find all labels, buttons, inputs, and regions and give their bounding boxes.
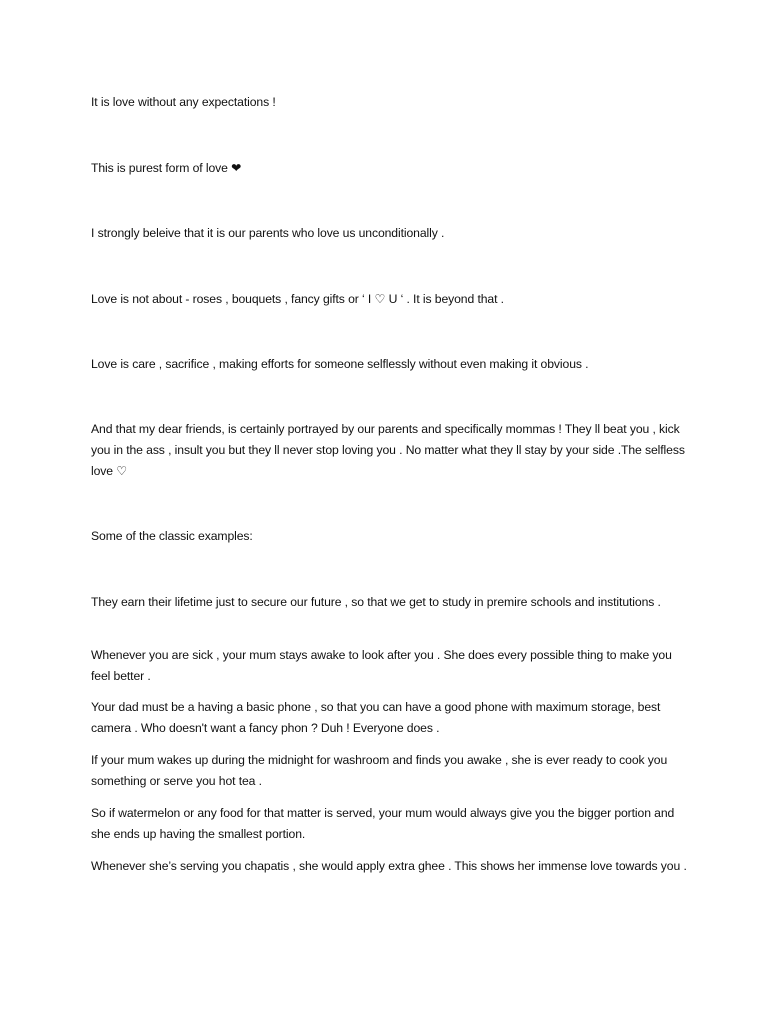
paragraph-chapatis: Whenever she’s serving you chapatis , she would apply extra ghee . This shows her immense love towards you . xyxy=(91,859,687,873)
paragraph-watermelon: So if watermelon or any food for that matter is served, your mum would always give you the bigger portion and she ends up having the smallest portion. xyxy=(91,806,675,841)
paragraph-love-without-expectations: It is love without any expectations ! xyxy=(91,95,276,109)
paragraph-classic-examples-heading: Some of the classic examples: xyxy=(91,529,253,543)
paragraph-purest-form: This is purest form of love ❤ xyxy=(91,161,242,175)
paragraph-earn-lifetime: They earn their lifetime just to secure our future , so that we get to study in premire schools and institutions . xyxy=(91,595,661,609)
paragraph-basic-phone: Your dad must be a having a basic phone , so that you can have a good phone with maximum storage, best camera . Who doesn't want a fancy phon ? Duh ! Everyone does . xyxy=(91,700,661,735)
paragraph-not-about-roses: Love is not about - roses , bouquets , fancy gifts or ‘ I ♡ U ‘ . It is beyond that . xyxy=(91,292,504,306)
paragraph-dear-friends: And that my dear friends, is certainly portrayed by our parents and specifically mommas ! They ll beat you , kick you in the ass , insult you but they ll never stop loving you . No matter what they ll stay by your side .The selfless love ♡ xyxy=(91,422,685,478)
paragraph-love-is-care: Love is care , sacrifice , making efforts for someone selflessly without even making it obvious . xyxy=(91,357,589,371)
paragraph-parents-love: I strongly beleive that it is our parents who love us unconditionally . xyxy=(91,226,445,240)
paragraph-midnight: If your mum wakes up during the midnight for washroom and finds you awake , she is ever ready to cook you something or serve you hot tea . xyxy=(91,753,668,788)
paragraph-when-sick: Whenever you are sick , your mum stays awake to look after you . She does every possible thing to make you feel better . xyxy=(91,648,672,683)
